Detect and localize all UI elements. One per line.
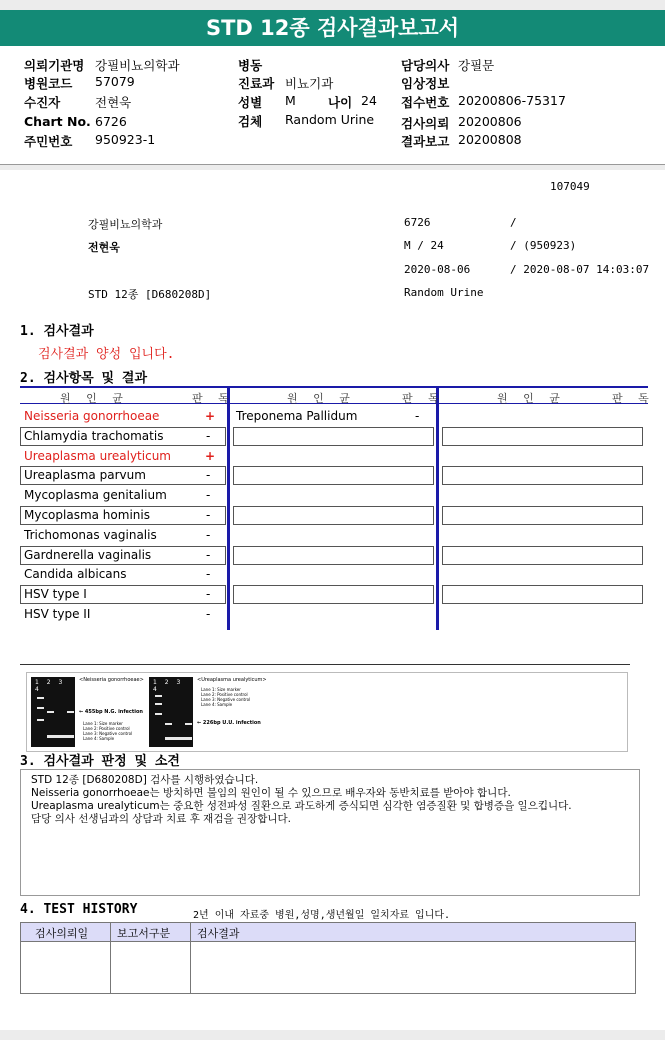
gel-1 — [31, 677, 75, 747]
gel-2-title: <Ureaplasma urealyticum> — [197, 677, 267, 683]
pathogen-name: Chlamydia trachomatis — [24, 429, 164, 443]
pathogen-result: - — [206, 508, 211, 522]
report-date-label: 결과보고 — [401, 134, 450, 149]
section-4-title: 4. TEST HISTORY — [20, 902, 138, 917]
section-1-title: 1. 검사결과 — [20, 324, 94, 339]
chart-no-value: 6726 — [95, 114, 127, 129]
row-box — [442, 427, 643, 446]
info-sex-age: M / 24 — [404, 239, 444, 252]
pathogen-name: HSV type II — [24, 607, 91, 621]
col1-result-header: 판 독 — [192, 392, 235, 405]
info-date1: 2020-08-06 — [404, 263, 471, 276]
sex-value: M — [285, 93, 296, 108]
receipt-no-value: 20200806-75317 — [458, 93, 566, 108]
info-specimen: Random Urine — [404, 286, 484, 299]
receipt-no-label: 접수번호 — [401, 95, 450, 110]
info-birth: / (950923) — [510, 239, 577, 252]
gel-top-rule — [20, 664, 630, 665]
gel-1-lanes: 1 2 3 4 — [35, 679, 66, 693]
gel-2 — [149, 677, 193, 747]
table-top-line — [20, 386, 648, 388]
finding-line: Ureaplasma urealyticum는 중요한 성전파성 질환으로 과도하게 증식되면 심각한 염증질환 및 합병증을 일으킵니다. — [31, 800, 572, 812]
age-label: 나이 — [328, 95, 353, 110]
info-test: STD 12종 [D680208D] — [88, 288, 212, 301]
gel-1-band-label: ← 455bp N.G. infection — [79, 709, 143, 715]
pathogen-name: HSV type I — [24, 587, 87, 601]
table-divider-1 — [227, 386, 230, 630]
pathogen-result: + — [205, 449, 216, 463]
history-col-type: 보고서구분 — [117, 927, 171, 940]
sex-label: 성별 — [238, 95, 263, 110]
pathogen-name: Ureaplasma urealyticum — [24, 449, 171, 463]
resident-no-value: 950923-1 — [95, 132, 156, 147]
finding-line: Neisseria gonorrhoeae는 방치하면 불임의 원인이 될 수 있으므로 배우자와 동반치료를 받아야 합니다. — [31, 787, 511, 799]
pathogen-result: - — [206, 528, 211, 542]
history-note: 2년 이내 자료중 병원,성명,생년월일 일치자료 입니다. — [193, 910, 451, 921]
history-header-row — [21, 923, 635, 942]
gel-1-legend: Lane 1: Size marker Lane 2: Positive control Lane 3: Negative control Lane 4: Sample — [83, 721, 133, 741]
hospital-label: 의뢰기관명 — [24, 58, 85, 73]
specimen-label: 검체 — [238, 114, 263, 129]
pathogen-result: - — [206, 607, 211, 621]
request-date-value: 20200806 — [458, 114, 522, 129]
col3-result-header: 판 독 — [612, 392, 655, 405]
pathogen-result: - — [206, 468, 211, 482]
dept-value: 비뇨기과 — [285, 76, 334, 91]
table-divider-2 — [436, 386, 439, 630]
report-title: STD 12종 검사결과보고서 — [0, 10, 665, 46]
pathogen-name: Ureaplasma parvum — [24, 468, 146, 482]
col2-pathogen-header: 원 인 균 — [287, 392, 356, 405]
section-2-title: 2. 검사항목 및 결과 — [20, 371, 148, 386]
doctor-value: 강필문 — [458, 58, 495, 73]
row-box — [233, 506, 434, 525]
treponema-result: - — [415, 409, 420, 423]
row-box — [233, 585, 434, 604]
code-label: 병원코드 — [24, 76, 73, 91]
findings-box — [20, 769, 640, 896]
history-col-result: 검사결과 — [197, 927, 240, 940]
row-box — [233, 466, 434, 485]
col2-result-header: 판 독 — [402, 392, 445, 405]
finding-line: STD 12종 [D680208D] 검사를 시행하였습니다. — [31, 774, 259, 786]
gel-2-lanes: 1 2 3 4 — [153, 679, 184, 693]
info-slash: / — [510, 216, 517, 229]
row-box — [233, 546, 434, 565]
specimen-value: Random Urine — [285, 112, 375, 127]
pathogen-result: + — [205, 409, 216, 423]
report-date-value: 20200808 — [458, 132, 522, 147]
clinical-label: 임상정보 — [401, 76, 450, 91]
row-box — [442, 546, 643, 565]
hospital-value: 강필비뇨의학과 — [95, 58, 180, 73]
pathogen-result: - — [206, 587, 211, 601]
pathogen-result: - — [206, 548, 211, 562]
col3-pathogen-header: 원 인 균 — [497, 392, 566, 405]
chart-no-label: Chart No. — [24, 114, 91, 129]
info-date2: / 2020-08-07 14:03:07 — [510, 263, 650, 276]
ward-label: 병동 — [238, 58, 263, 73]
finding-line: 담당 의사 선생님과의 상담과 치료 후 재검을 권장합니다. — [31, 813, 291, 825]
row-box — [442, 585, 643, 604]
info-patient: 전현욱 — [88, 241, 120, 254]
report-header — [0, 46, 665, 165]
doctor-label: 담당의사 — [401, 58, 450, 73]
pathogen-result: - — [206, 429, 211, 443]
pathogen-result: - — [206, 488, 211, 502]
pathogen-name: Mycoplasma genitalium — [24, 488, 167, 502]
resident-no-label: 주민번호 — [24, 134, 73, 149]
pathogen-name: Gardnerella vaginalis — [24, 548, 152, 562]
age-value: 24 — [361, 93, 377, 108]
gel-2-band-label: ← 226bp U.U. infection — [197, 720, 261, 726]
gel-1-title: <Neisseria gonorrhoeae> — [79, 677, 144, 683]
request-date-label: 검사의뢰 — [401, 116, 450, 131]
section-3-title: 3. 검사결과 판정 및 소견 — [20, 754, 180, 769]
info-hospital: 강필비뇨의학과 — [88, 218, 163, 231]
col1-pathogen-header: 원 인 균 — [60, 392, 129, 405]
pathogen-name: Mycoplasma hominis — [24, 508, 150, 522]
gel-2-legend: Lane 1: Size marker Lane 2: Positive control Lane 3: Negative control Lane 4: Sample — [201, 687, 251, 707]
info-chart: 6726 — [404, 216, 431, 229]
gel-image — [26, 672, 628, 752]
history-col-date: 검사의뢰일 — [35, 927, 89, 940]
recipient-label: 수진자 — [24, 95, 61, 110]
pathogen-name: Candida albicans — [24, 567, 127, 581]
code-value: 57079 — [95, 74, 135, 89]
pathogen-name: Trichomonas vaginalis — [24, 528, 157, 542]
report-number: 107049 — [550, 180, 590, 193]
row-box — [442, 506, 643, 525]
pathogen-name: Neisseria gonorrhoeae — [24, 409, 160, 423]
overall-result: 검사결과 양성 입니다. — [38, 347, 175, 362]
recipient-value: 전현욱 — [95, 95, 132, 110]
history-table — [20, 922, 636, 994]
treponema-name: Treponema Pallidum — [236, 409, 358, 423]
row-box — [442, 466, 643, 485]
pathogen-result: - — [206, 567, 211, 581]
row-box — [233, 427, 434, 446]
dept-label: 진료과 — [238, 76, 275, 91]
